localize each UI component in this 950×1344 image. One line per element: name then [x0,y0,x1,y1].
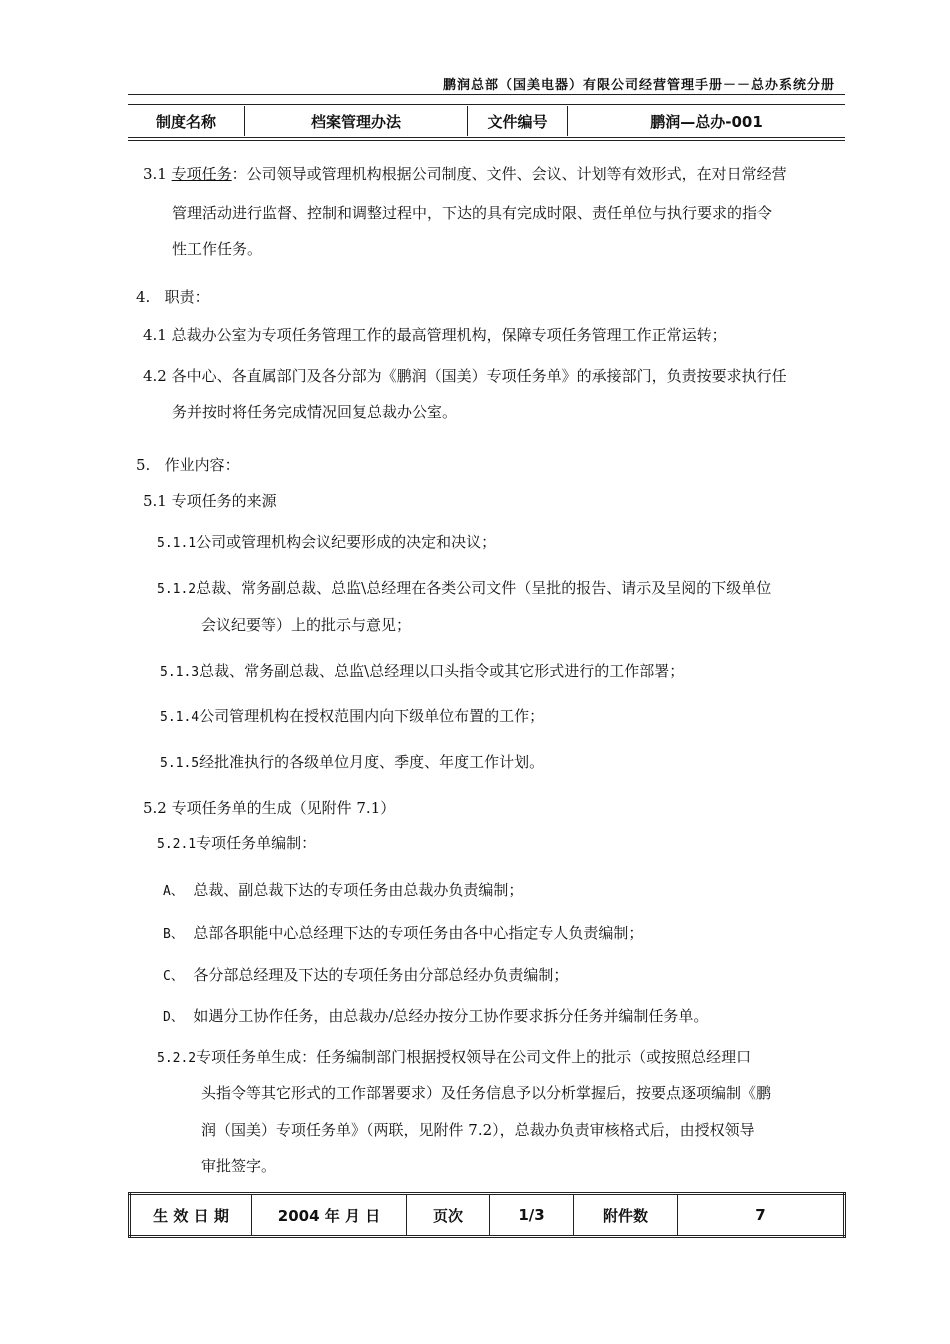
meta-rule [128,137,845,138]
meta-rule-double [128,140,845,141]
section-5-1-2 [157,569,771,609]
list-text: 总裁、副总裁下达的专项任务由总裁办负责编制； [193,881,524,899]
section-number: 5.2.1 [157,837,197,852]
paragraph-text: 公司或管理机构会议纪要形成的决定和决议； [196,533,497,551]
section-number: 5.1.5 [160,756,200,771]
effective-date-value: 2004 年 月 日 [252,1194,407,1237]
attachment-count-label: 附件数 [574,1194,678,1237]
list-marker: D、 [163,1010,184,1025]
section-title: 职责： [164,288,210,306]
paragraph-line: 润（国美）专项任务单》（两联，见附件 7.2），总裁办负责审核格式后，由授权领导 [201,1121,755,1139]
paragraph-text: 总裁、常务副总裁、总监\总经理以口头指令或其它形式进行的工作部署； [199,662,685,680]
section-5-2-1 [157,824,316,864]
paragraph-line: 头指令等其它形式的工作部署要求）及任务信息予以分析掌握后，按要点逐项编制《鹏 [201,1084,772,1102]
header-rule-lower [128,104,845,105]
section-5-1-3 [160,652,684,692]
list-text: 如遇分工协作任务，由总裁办/总经办按分工协作要求拆分任务并编制任务单。 [193,1007,709,1025]
page-value: 1/3 [490,1194,574,1237]
list-marker: A、 [163,884,184,899]
paragraph-line: 务并按时将任务完成情况回复总裁办公室。 [172,403,458,421]
section-5-1-4 [160,697,544,737]
section-number: 5.1.3 [160,665,200,680]
section-number: 5.1.4 [160,710,200,725]
list-item-b [163,914,643,954]
list-marker: B、 [163,927,184,942]
section-4-1: 4.1 总裁办公室为专项任务管理工作的最高管理机构，保障专项任务管理工作正常运转； [143,326,727,344]
paragraph-text: 公司管理机构在授权范围内向下级单位布置的工作； [199,707,545,725]
paragraph-text: 专项任务单编制： [196,834,317,852]
section-number: 3.1 [143,165,167,183]
document-number-value: 鹏润—总办-001 [568,106,846,136]
list-item-a [163,871,523,911]
list-text: 总部各职能中心总经理下达的专项任务由各中心指定专人负责编制； [193,924,644,942]
section-5-2-2 [157,1038,751,1078]
paragraph-text: 专项任务单生成：任务编制部门根据授权领导在公司文件上的批示（或按照总经理口 [196,1048,752,1066]
section-5-1: 5.1 专项任务的来源 [143,492,277,510]
term-highlight: 专项任务 [171,165,232,183]
section-number: 4. [136,288,151,306]
policy-name-value: 档案管理办法 [245,106,468,136]
list-item-d [163,997,708,1037]
section-5-2: 5.2 专项任务单的生成（见附件 7.1） [143,799,396,817]
section-number: 5.2.2 [157,1051,197,1066]
section-number: 5. [136,456,151,474]
section-title: 作业内容： [164,456,240,474]
paragraph-line: 性工作任务。 [172,240,263,258]
document-number-label: 文件编号 [468,106,568,136]
paragraph-text: 经批准执行的各级单位月度、季度、年度工作计划。 [199,753,545,771]
effective-date-label: 生 效 日 期 [130,1194,252,1237]
page-label: 页次 [407,1194,490,1237]
section-4 [136,278,210,317]
section-5-1-5 [160,743,544,783]
manual-header-title: 鹏润总部（国美电器）有限公司经营管理手册－－总办系统分册 [442,78,835,93]
paragraph-text: 总裁、常务副总裁、总监\总经理在各类公司文件（呈批的报告、请示及呈阅的下级单位 [196,579,772,597]
section-4-2: 4.2 各中心、各直属部门及各分部为《鹏润（国美）专项任务单》的承接部门，负责按要求执行任 [143,367,787,385]
paragraph-line: 会议纪要等）上的批示与意见； [201,616,412,634]
paragraph-line: 管理活动进行监督、控制和调整过程中，下达的具有完成时限、责任单位与执行要求的指令 [172,204,773,222]
header-rule [128,94,845,95]
document-meta-table [128,106,845,136]
paragraph-text: ：公司领导或管理机构根据公司制度、文件、会议、计划等有效形式，在对日常经营 [231,165,787,183]
list-marker: C、 [163,969,184,984]
section-number: 5.1.2 [157,582,197,597]
section-5-1-1 [157,523,496,563]
section-number: 5.1.1 [157,536,197,551]
list-text: 各分部总经理及下达的专项任务由分部总经办负责编制； [193,966,569,984]
policy-name-label: 制度名称 [128,106,245,136]
paragraph-line: 审批签字。 [201,1157,277,1175]
section-5 [136,446,240,485]
attachment-count-value: 7 [678,1194,845,1237]
list-item-c [163,956,568,996]
document-footer-table [128,1192,846,1238]
section-3-1 [143,155,787,194]
